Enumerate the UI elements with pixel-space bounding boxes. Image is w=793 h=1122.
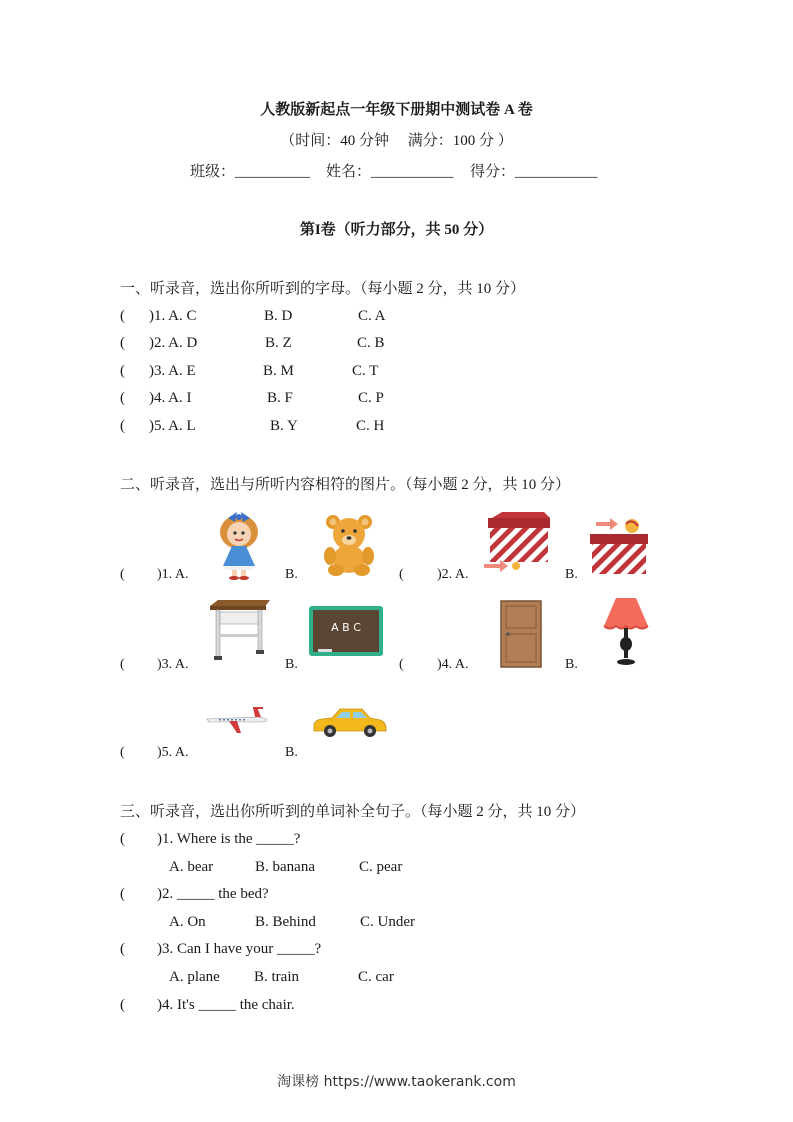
option-b: B. [285, 657, 298, 672]
question-number: )5. A. L [149, 418, 196, 434]
answer-paren: ( [120, 657, 125, 672]
question-number: )1. A. [157, 567, 189, 582]
time-info: （时间：40 分钟 满分：100 分 ） [280, 133, 513, 149]
answer-paren: ( [120, 886, 125, 902]
question-text: )2. _____ the bed? [157, 886, 269, 902]
option-b: B. train [254, 969, 299, 985]
option-c: C. A [358, 308, 386, 324]
option-c: C. P [358, 390, 384, 406]
answer-paren: ( [120, 997, 125, 1013]
box-arrow-icon [482, 512, 552, 576]
part1-title: 第I卷（听力部分，共 50 分） [299, 222, 494, 238]
answer-paren: ( [120, 831, 125, 847]
option-b: B. [285, 745, 298, 760]
section2-title: 二、听录音，选出与所听内容相符的图片。（每小题 2 分，共 10 分） [120, 477, 571, 493]
footer-watermark: 淘课榜 https://www.taokerank.com [277, 1074, 516, 1090]
option-b: B. M [263, 363, 294, 379]
option-b: B. banana [255, 859, 315, 875]
blackboard-icon [308, 605, 384, 657]
option-a: A. plane [169, 969, 220, 985]
question-number: )1. A. C [149, 308, 197, 324]
option-a: A. On [169, 914, 206, 930]
option-c: C. B [357, 335, 385, 351]
question-text: )1. Where is the _____? [157, 831, 301, 847]
box-ball-icon [588, 514, 650, 576]
page-title: 人教版新起点一年级下册期中测试卷 A 卷 [260, 102, 533, 118]
option-b: B. Behind [255, 914, 316, 930]
question-text: )3. Can I have your _____? [157, 941, 322, 957]
name-field: 姓名：___________ [326, 164, 454, 180]
answer-paren: ( [399, 567, 404, 582]
option-b: B. Z [265, 335, 292, 351]
blackboard-letters: A B C [331, 621, 361, 634]
question-number: )2. A. D [149, 335, 198, 351]
question-text: )4. It's _____ the chair. [157, 997, 295, 1013]
score-field: 得分：___________ [470, 164, 598, 180]
doll-icon [210, 508, 268, 580]
option-c: C. H [356, 418, 385, 434]
question-number: )4. A. [437, 657, 469, 672]
answer-paren: ( [120, 941, 125, 957]
question-number: )3. A. E [149, 363, 196, 379]
option-c: C. T [352, 363, 379, 379]
door-icon [500, 600, 542, 668]
option-b: B. [285, 567, 298, 582]
answer-paren: ( [120, 390, 125, 406]
option-b: B. Y [270, 418, 298, 434]
question-number: )2. A. [437, 567, 469, 582]
answer-paren: ( [120, 363, 125, 379]
question-number: )5. A. [157, 745, 189, 760]
section1-title: 一、听录音，选出你所听到的字母。（每小题 2 分，共 10 分） [120, 281, 526, 297]
car-icon [310, 704, 388, 738]
option-b: B. [565, 657, 578, 672]
answer-paren: ( [399, 657, 404, 672]
answer-paren: ( [120, 308, 125, 324]
answer-paren: ( [120, 418, 125, 434]
option-c: C. car [358, 969, 394, 985]
option-c: C. Under [360, 914, 415, 930]
answer-paren: ( [120, 567, 125, 582]
option-b: B. [565, 567, 578, 582]
answer-paren: ( [120, 745, 125, 760]
plane-icon [205, 705, 269, 735]
desk-icon [208, 598, 272, 662]
class-field: 班级：__________ [190, 164, 311, 180]
answer-paren: ( [120, 335, 125, 351]
option-b: B. F [267, 390, 293, 406]
option-a: A. bear [169, 859, 214, 875]
option-c: C. pear [359, 859, 403, 875]
section3-title: 三、听录音，选出你所听到的单词补全句子。（每小题 2 分，共 10 分） [120, 804, 586, 820]
option-b: B. D [264, 308, 293, 324]
question-number: )3. A. [157, 657, 189, 672]
question-number: )4. A. I [149, 390, 192, 406]
teddy-bear-icon [320, 512, 378, 576]
lamp-icon [602, 596, 650, 668]
